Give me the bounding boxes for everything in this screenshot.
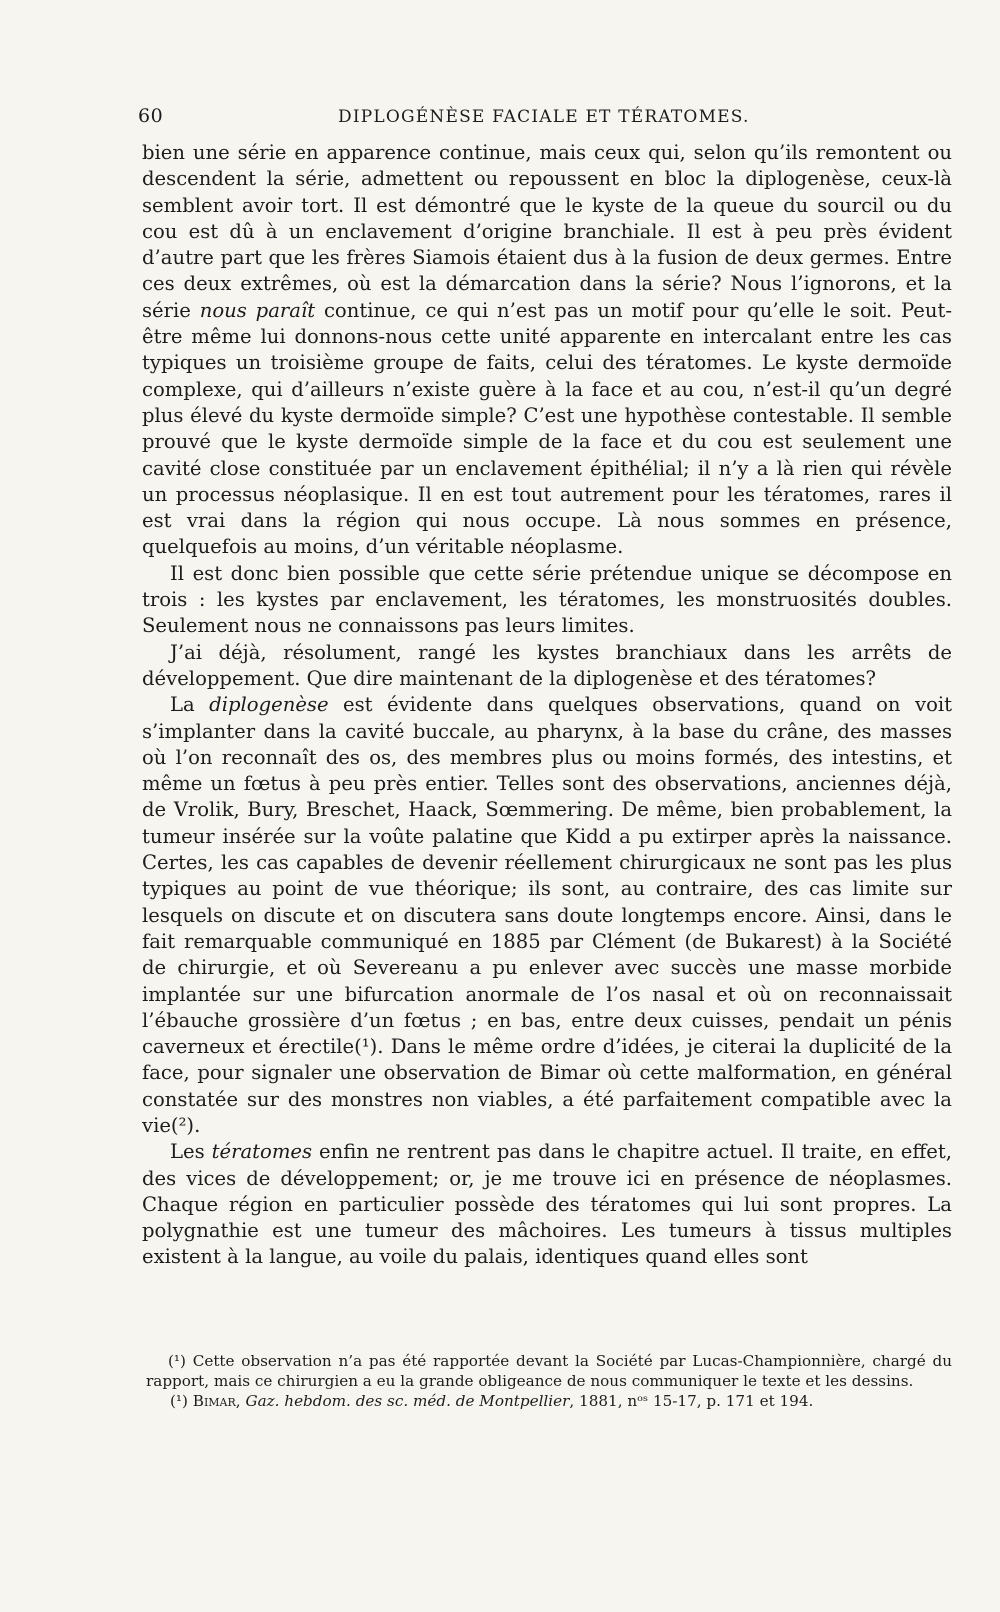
footnote-mark: (¹) [170, 1392, 188, 1410]
footnote-2: (¹) Bimar, Gaz. hebdom. des sc. méd. de Montpellier, 1881, nᵒˢ 15-17, p. 171 et 194. [170, 1392, 814, 1410]
body-text [142, 140, 952, 1271]
footnote-author: Bimar [192, 1392, 236, 1410]
page-number: 60 [138, 105, 164, 127]
paragraph-diplogenese: La diplogenèse est évidente dans quelques observations, quand on voit s’implanter dans la cavité buccale, au pharynx, à la base du crâne, des masses où l’on reconnaît des os, des membres plus ou moins formés, des intestins, et même un fœtus à peu près entier. Telles sont des observations, anciennes déjà, de Vrolik, Bury, Breschet, Haack, Sœmmering. De même, bien probablement, la tumeur insérée sur la voûte palatine que Kidd a pu extirper après la naissance. Certes, les cas capables de devenir réellement chirurgicaux ne sont pas les plus typiques au point de vue théorique; ils sont, au contraire, des cas limite sur lesquels on discute et on discutera sans doute longtemps encore. Ainsi, dans le fait remarquable communiqué en 1885 par Clément (de Bukarest) à la Société de chirurgie, et où Severeanu a pu enlever avec succès une masse morbide implantée sur une bifurcation anormale de l’os nasal et où on reconnaissait l’ébauche grossière d’un fœtus ; en bas, entre deux cuisses, pendait un pénis caverneux et érectile(¹). Dans le même ordre d’idées, je citerai la duplicité de la face, pour signaler une observation de Bimar où cette malformation, en général constatée sur des monstres non viables, a été parfaitement compatible avec la vie(²). [142, 693, 953, 1137]
italic-phrase: nous paraît [199, 298, 316, 322]
paragraph: J’ai déjà, résolument, rangé les kystes branchiaux dans les arrêts de développement. Que dire maintenant de la diplogenèse et des tératomes? [142, 640, 952, 690]
paragraph-continuation: bien une série en apparence continue, mais ceux qui, selon qu’ils remontent ou descendent la série, admettent ou repoussent en bloc la diplogenèse, ceux-là semblent avoir tort. Il est démontré que le kyste de la queue du sourcil ou du cou est dû à un enclavement d’origine branchiale. Il est à peu près évident d’autre part que les frères Siamois étaient dus à la fusion de deux germes. Entre ces deux extrêmes, où est la démarcation dans la série? Nous l’ignorons, et la série nous paraît continue, ce qui n’est pas un motif pour qu’elle le soit. Peut-être même lui donnons-nous cette unité apparente en intercalant entre les cas typiques un troisième groupe de faits, celui des tératomes. Le kyste dermoïde complexe, qui d’ailleurs n’existe guère à la face et au cou, n’est-il qu’un degré plus élevé du kyste dermoïde simple? C’est une hypothèse contestable. Il semble prouvé que le kyste dermoïde simple de la face et du cou est seulement une cavité close constituée par un enclavement épithélial; il n’y a là rien qui révèle un processus néoplasique. Il en est tout autrement pour les tératomes, rares il est vrai dans la région qui nous occupe. Là nous sommes en présence, quelquefois au moins, d’un véritable néoplasme. [142, 141, 953, 559]
footnotes [146, 1352, 952, 1412]
footnote-mark: (¹) [168, 1352, 186, 1370]
italic-term: diplogenèse [209, 693, 329, 717]
footnote-1: (¹) Cette observation n’a pas été rapportée devant la Société par Lucas-Championnière, chargé du rapport, mais ce chirurgien a eu la grande obligeance de nous communiquer le texte et les dessins. [146, 1352, 952, 1390]
footnote-journal: Gaz. hebdom. des sc. méd. de Montpellier [245, 1392, 570, 1410]
paragraph-teratomes: Les tératomes enfin ne rentrent pas dans le chapitre actuel. Il traite, en effet, des vices de développement; or, je me trouve ici en présence de néoplasmes. Chaque région en particulier possède des tératomes qui lui sont propres. La polygnathie est une tumeur des mâchoires. Les tumeurs à tissus multiples existent à la langue, au voile du palais, identiques quand elles sont [142, 1140, 953, 1269]
paragraph: Il est donc bien possible que cette série prétendue unique se décompose en trois : les kystes par enclavement, les tératomes, les monstruosités doubles. Seulement nous ne connaissons pas leurs limites. [142, 561, 952, 638]
italic-term: tératomes [211, 1140, 313, 1164]
page-header [138, 105, 938, 133]
running-title: DIPLOGÉNÈSE FACIALE ET TÉRATOMES. [338, 107, 750, 127]
